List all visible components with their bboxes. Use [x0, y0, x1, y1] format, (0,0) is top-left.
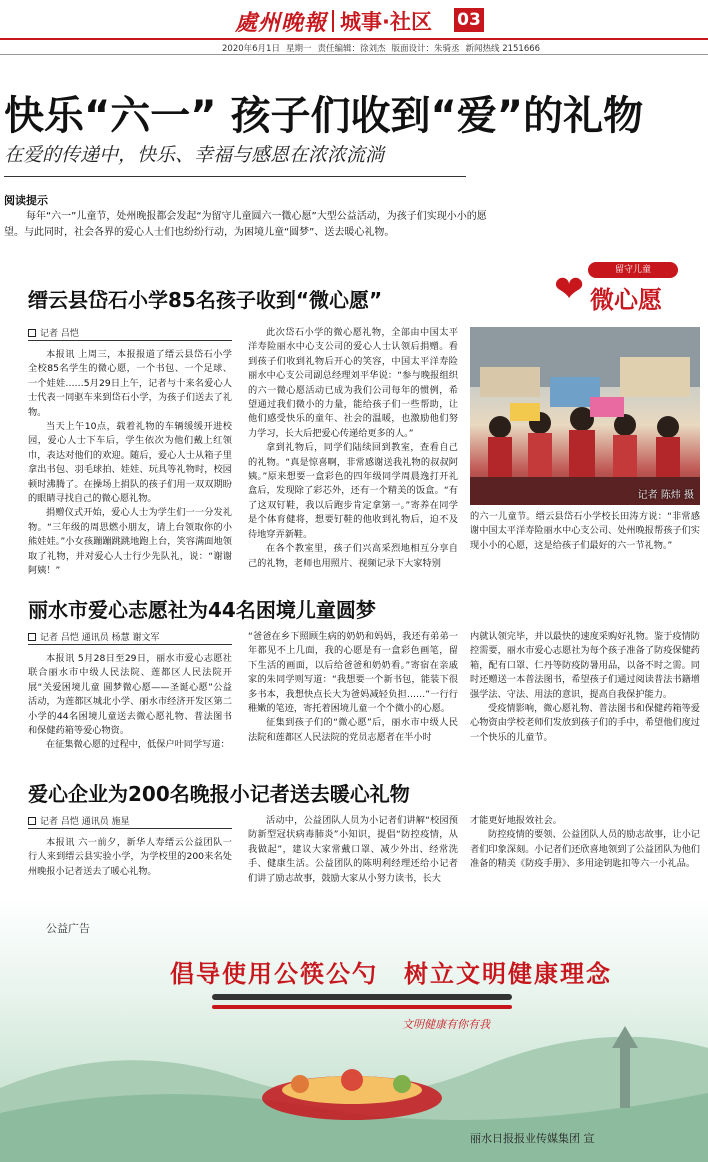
story3-title: 爱心企业为200名晚报小记者送去暖心礼物 [28, 782, 410, 806]
story2-col2-p2: 征集到孩子们的“微心愿”后，丽水市中级人民法院和莲都区人民法院的党员志愿者在半小时 [248, 717, 458, 743]
badge-word: 微心愿 [590, 286, 662, 314]
story1-byline [28, 326, 79, 339]
story3-byline [28, 814, 130, 827]
chopsticks-graphic [212, 994, 512, 1000]
issue-date: 2020年6月1日 [222, 44, 280, 54]
story3-col1 [28, 836, 232, 888]
story2-col3-p1: 内就认领完毕，并以最快的速度采购好礼物。鉴于疫情防控需要，丽水市爱心志愿社为每个孩子准备了防疫保健药箱，配有口罩、仁丹等防疫防暑用品，以备不时之需。同时还赠送一本普法图书，希望孩子们通过阅读普法书籍增强学法、守法、用法的意识，提高自我保护能力。 [470, 631, 700, 700]
story2-col1 [28, 652, 232, 754]
editor-credit: 责任编辑：徐刘杰 [317, 44, 386, 54]
ad-footer: 丽水日报报业传媒集团 宣 [470, 1132, 595, 1145]
spoon-graphic [212, 1005, 512, 1009]
masthead-rule [0, 38, 708, 40]
story2-title: 丽水市爱心志愿社为44名困境儿童圆梦 [28, 598, 376, 622]
ad-slogan: 文明健康有你有我 [402, 1018, 490, 1031]
story2-col2-p1: “爸爸在乡下照顾生病的奶奶和妈妈，我还有弟弟一年都见不上几面，我的心愿是有一盒彩色画笔，留下生活的画面，以后给爸爸和奶奶看。”寄宿在亲戚家的朱同学则写道：“我想要一个新书包，能装下很多书本，我想快点长大为爸妈减轻负担……”一行行稚嫩的笔迹，寄托着困境儿童一个个微小的心愿。 [248, 631, 458, 715]
masthead-bottom-rule [0, 54, 708, 55]
story3-col3-p1: 才能更好地报效社会。 [470, 815, 562, 826]
byline-box-icon [28, 329, 36, 337]
story1-col2 [248, 326, 458, 569]
story2-col2 [248, 630, 458, 754]
story3-col3 [470, 814, 700, 890]
story2-col3-p2: 受疫情影响，微心愿礼物、普法图书和保健药箱等爱心物资由学校老师们发放到孩子们的手中，希望他们度过一个快乐的儿童节。 [470, 703, 700, 743]
story2-byline-rule [28, 644, 232, 645]
photo-credit: 记者 陈炜 摄 [637, 490, 694, 501]
story1-col2-p3: 在各个教室里，孩子们兴高采烈地相互分享自己的礼物，老师也用照片、视频记录下大家特别 [248, 543, 458, 569]
badge-pill-label: 留守儿童 [588, 262, 678, 278]
designer-credit: 版面设计：朱骑丞 [391, 44, 460, 54]
ad-title: 倡导使用公筷公勺 树立文明健康理念 [170, 960, 612, 988]
micro-wish-badge [552, 262, 692, 314]
news-hotline: 新闻热线 2151666 [465, 44, 541, 54]
masthead-separator [332, 10, 334, 32]
story2-col1-p1: 本报讯 5月28日至29日，丽水市爱心志愿社联合丽水市中级人民法院、莲都区人民法院开展“关爱困境儿童 圆梦微心愿——圣诞心愿”公益活动，为莲都区城北小学、丽水市经济开发区第二小学的44名困境儿童送去微心愿礼物、普法图书和保健药箱等爱心物资。 [28, 653, 232, 737]
masthead-section-name: 城事·社区 [340, 10, 432, 34]
story2-col3 [470, 630, 700, 754]
story1-col1-p1: 本报讯 上周三，本报报道了缙云县岱石小学全校85名学生的微心愿，一个书包、一个足球、一个娃娃……5月29日上午，记者与十来名爱心人士代表一同驱车来到岱石小学，为孩子们送去了礼物。 [28, 349, 232, 418]
masthead-info-line [222, 42, 546, 54]
masthead-newspaper-name: 處州晚報 [235, 10, 328, 36]
byline-box-icon [28, 817, 36, 825]
story1-photo [470, 327, 700, 505]
main-subhead: 在爱的传递中，快乐、幸福与感恩在浓浓流淌 [4, 144, 385, 166]
story1-byline-text: 记者 吕恺 [40, 329, 79, 339]
photo-children-illustration [470, 327, 700, 505]
byline-box-icon [28, 633, 36, 641]
main-headline: 快乐“六一” 孩子们收到“爱”的礼物 [4, 93, 644, 139]
story1-byline-rule [28, 340, 232, 341]
ad-label: 公益广告 [46, 922, 90, 935]
story3-col2 [248, 814, 458, 890]
story3-col3-p2: 防控疫情的要领、公益团队人员的励志故事，让小记者们印象深刻。小记者们还欣喜地领到了公益团队为他们准备的精美《防疫手册》、多用途钥匙扣等六一小礼品。 [470, 829, 700, 870]
story2-byline [28, 630, 159, 643]
page-number: 03 [454, 8, 484, 32]
story2-col1-p2: 在征集微心愿的过程中，低保户叶同学写道： [46, 739, 230, 751]
story1-col1-p2: 当天上午10点，载着礼物的车辆缓缓开进校园，爱心人士下车后，学生依次为他们戴上红领巾，表达对他们的欢迎。随后，爱心人士从箱子里拿出书包、羽毛球拍、娃娃、玩具等礼物时，校园顿时沸腾了。在操场上捐队的孩子们用一双双期盼的眼睛寻找自己的微心愿礼物。 [28, 421, 232, 505]
story1-col1-p3: 捐赠仪式开始，爱心人士为学生们一一分发礼物。“三年级的周思燃小朋友，请上台领取你的小熊娃娃。”小女孩蹦蹦跳跳地跑上台，笑容满面地领取了礼物，并对爱心人士行少先队礼，说：“谢谢阿姨！” [28, 507, 232, 577]
story1-col1 [28, 348, 232, 577]
story3-col2-p1: 活动中，公益团队人员为小记者们讲解“校园预防新型冠状病毒肺炎”小知识，提倡“防控疫情，从我做起”，建议大家常戴口罩、减少外出、经常洗手、健康生活。公益团队的陈明利经理还给小记者们讲了励志故事，鼓励大家从小努力读书，长大 [248, 815, 458, 884]
story1-title: 缙云县岱石小学85名孩子收到“微心愿” [28, 288, 383, 312]
ad-background-scenery [0, 898, 708, 1162]
story3-byline-text: 记者 吕恺 通讯员 施星 [40, 817, 130, 827]
public-service-ad [0, 898, 708, 1162]
story1-col2-p1: 此次岱石小学的微心愿礼物，全部由中国太平洋寿险丽水中心支公司的爱心人士认领后捐赠。看到孩子们收到礼物后开心的笑容，中国太平洋寿险丽水中心支公司副总经理刘平华说：“参与晚报组织的六一微心愿活动已成为我们公司每年的惯例，希望通过我们微小的力量，能给孩子们一些帮助，让他们感受快乐的童年、社会的温暖，也激励他们努力学习，长大后把爱心传递给更多的人。” [248, 327, 458, 439]
issue-weekday: 星期一 [285, 44, 312, 54]
heart-icon: ❤ [554, 269, 585, 310]
story1-col2-p2: 拿到礼物后，同学们陆续回到教室，查看自己的礼物。“真是惊喜啊，非常感谢送我礼物的叔叔阿姨。”原来想要一盒彩色的四年级同学周晨逸打开礼盒后，发现除了彩芯外，还有一个精美的饭盒。“有了这双钉鞋，我以后跑步肯定拿第一。”寄养在同学是个体育健将，想要钉鞋的他收到礼物后，迫不及待地穿弄新鞋。 [248, 442, 458, 540]
story3-col1-p1: 本报讯 六一前夕，新华人寿缙云公益团队一行人来到缙云县实验小学，为学校里的200来名处州晚报小记者送去了暖心礼物。 [28, 837, 232, 877]
lead-label: 阅读提示 [4, 194, 48, 207]
lead-text: 每年“六一”儿童节，处州晚报都会发起“为留守儿童圆六一微心愿”大型公益活动，为孩子们实现小小的愿望。与此同时，社会各界的爱心人士们也纷纷行动，为困境儿童“圆梦”、送去暖心礼物。 [4, 211, 487, 238]
story2-byline-text: 记者 吕恺 通讯员 杨慧 谢文军 [40, 633, 160, 643]
story1-col3-p1: 的六一儿童节。缙云县岱石小学校长田涛方说：“非常感谢中国太平洋寿险丽水中心支公司、处州晚报帮孩子们实现小小的心愿，这是给孩子们最好的六一节礼物。” [470, 511, 700, 551]
story3-byline-rule [28, 828, 232, 829]
story1-col3 [470, 510, 700, 562]
headline-rule [4, 176, 466, 177]
